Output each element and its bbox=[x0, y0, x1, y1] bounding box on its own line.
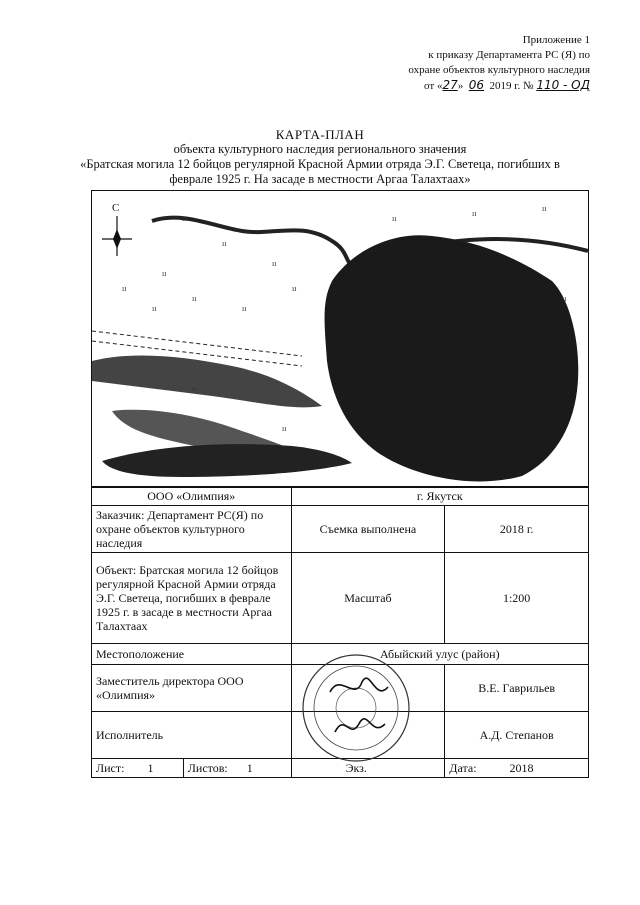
appendix-line3: охране объектов культурного наследия bbox=[408, 64, 590, 76]
title-line3: «Братская могила 12 бойцов регулярной Красной Армии отряда Э.Г. Светеца, погибших в bbox=[80, 157, 560, 171]
svg-text:ıı: ıı bbox=[392, 214, 397, 223]
svg-text:ıı: ıı bbox=[222, 239, 227, 248]
title-line4: феврале 1925 г. На засаде в местности Аргаа Талахтаах» bbox=[169, 172, 471, 186]
location-value-cell: Абыйский улус (район) bbox=[291, 644, 588, 665]
svg-text:ıı: ıı bbox=[152, 304, 157, 313]
performer-label-cell: Исполнитель bbox=[92, 712, 292, 759]
title-block bbox=[60, 127, 580, 187]
organization-stamp bbox=[300, 652, 412, 764]
appendix-month: 06 bbox=[468, 78, 485, 92]
svg-text:ıı: ıı bbox=[182, 214, 187, 223]
org-cell: ООО «Олимпия» bbox=[92, 487, 292, 506]
deputy-name-cell: В.Е. Гаврильев bbox=[445, 665, 589, 712]
stamp-icon bbox=[300, 652, 412, 764]
vegetation-area bbox=[92, 356, 322, 408]
survey-label-cell: Съемка выполнена bbox=[291, 506, 445, 553]
svg-text:ıı: ıı bbox=[272, 259, 277, 268]
document-title: КАРТА-ПЛАН bbox=[275, 127, 365, 142]
svg-text:ıı: ıı bbox=[192, 294, 197, 303]
appendix-date-line: от «27» 06 2019 г. № 110 - ОД bbox=[424, 78, 590, 92]
sheets-cell: Листов: 1 bbox=[183, 759, 291, 778]
map-plan bbox=[91, 190, 589, 488]
svg-text:ıı: ıı bbox=[242, 304, 247, 313]
dark-lake bbox=[325, 235, 579, 481]
svg-text:ıı: ıı bbox=[472, 209, 477, 218]
copy-cell: Экз. bbox=[291, 759, 445, 778]
north-arrow-icon bbox=[102, 216, 132, 256]
survey-year-cell: 2018 г. bbox=[445, 506, 589, 553]
svg-text:ıı: ıı bbox=[282, 424, 287, 433]
svg-text:ıı: ıı bbox=[162, 269, 167, 278]
appendix-number: 110 - ОД bbox=[536, 78, 590, 92]
city-cell: г. Якутск bbox=[291, 487, 588, 506]
date-cell: Дата: 2018 bbox=[445, 759, 589, 778]
appendix-day: 27 bbox=[442, 78, 458, 92]
north-label: С bbox=[112, 202, 120, 214]
sheet-cell: Лист: 1 bbox=[92, 759, 184, 778]
svg-text:ıı: ıı bbox=[192, 384, 197, 393]
deputy-label-cell: Заместитель директора ООО «Олимпия» bbox=[92, 665, 292, 712]
svg-text:ıı: ıı bbox=[542, 204, 547, 213]
scale-value-cell: 1:200 bbox=[445, 553, 589, 644]
customer-cell: Заказчик: Департамент РС(Я) по охране объектов культурного наследия bbox=[92, 506, 292, 553]
scale-label-cell: Масштаб bbox=[291, 553, 445, 644]
path-line bbox=[92, 331, 302, 356]
performer-name-cell: А.Д. Степанов bbox=[445, 712, 589, 759]
map-drawing bbox=[92, 191, 588, 487]
appendix-block bbox=[330, 33, 590, 94]
title-line2: объекта культурного наследия регионального значения bbox=[173, 142, 467, 156]
appendix-line2: к приказу Департамента РС (Я) по bbox=[428, 49, 590, 61]
object-cell: Объект: Братская могила 12 бойцов регулярной Красной Армии отряда Э.Г. Светеца, погибших в феврале 1925 г. в засаде в местности Аргаа Талахтаах bbox=[92, 553, 292, 644]
lower-lake bbox=[102, 444, 352, 477]
location-label-cell: Местоположение bbox=[92, 644, 292, 665]
appendix-line1: Приложение 1 bbox=[522, 34, 590, 46]
svg-text:ıı: ıı bbox=[292, 284, 297, 293]
svg-text:ıı: ıı bbox=[562, 294, 567, 303]
appendix-year: 2019 г. № bbox=[489, 80, 534, 92]
svg-text:ıı: ıı bbox=[122, 284, 127, 293]
